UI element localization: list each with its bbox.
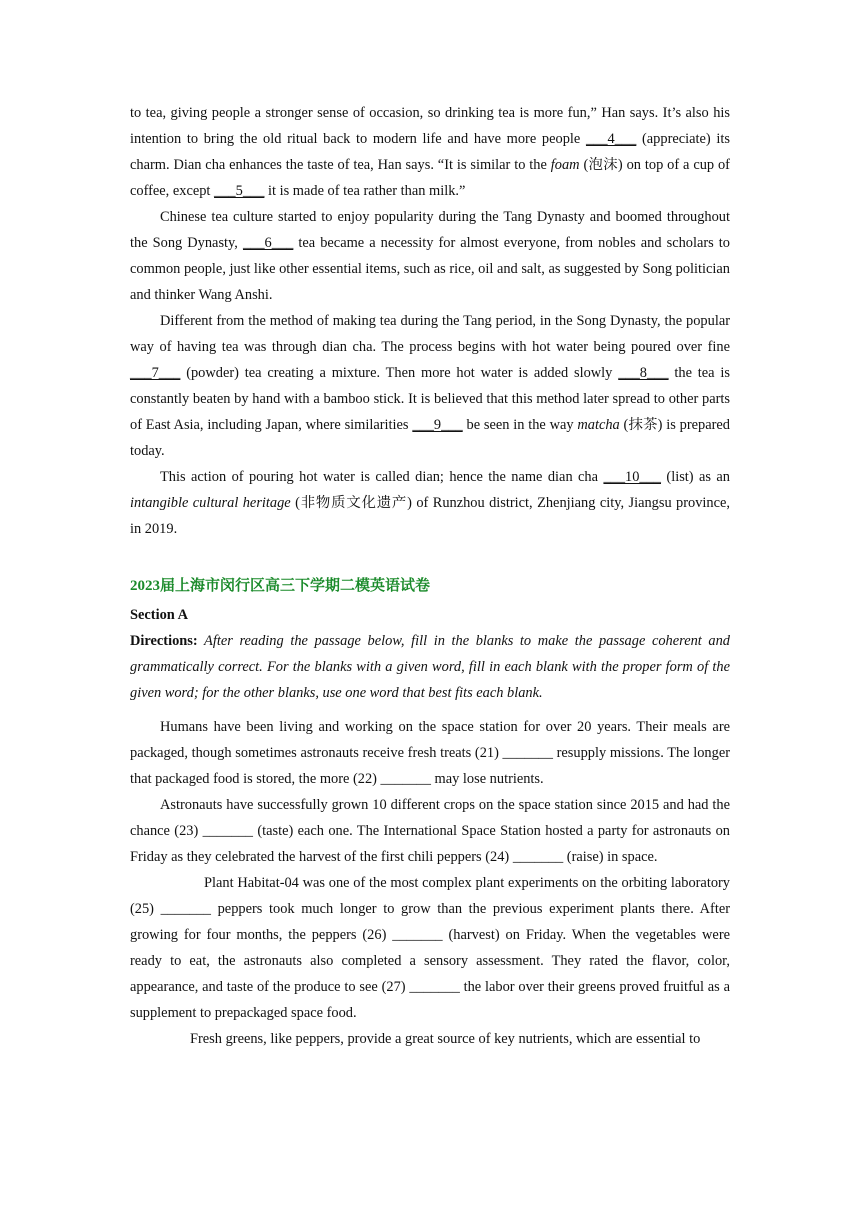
text: (泡沫) on top of a cup of coffee, except (130, 157, 730, 199)
text: (list) as an (661, 469, 730, 485)
paragraph: Astronauts have successfully grown 10 different crops on the space station since 2015 and had the chance (23) _______ (taste) each one. The International Space Station hosted a party for astronauts on Friday as they celebrated the harvest of the first chili peppers (24) _______ (raise) in space. (130, 797, 730, 865)
paragraph (130, 204, 730, 308)
text: tea became a necessity for almost everyone, from nobles and scholars to common people, just like other essential items, such as rice, oil and salt, as suggested by Song politician and thinker Wang Anshi. (130, 235, 730, 303)
text: to tea, giving people a stronger sense of occasion, so drinking tea is more fun,” Han says. It’s also his intention to bring the old ritual back to modern life and have more people (130, 105, 730, 147)
blank-10: ___10___ (603, 469, 661, 485)
blank-7: ___7___ (130, 365, 181, 381)
paragraph (130, 464, 730, 542)
text: (powder) tea creating a mixture. Then more hot water is added slowly (180, 365, 619, 381)
blank-8: ___8___ (618, 365, 669, 381)
directions-text: After reading the passage below, fill in the blanks to make the passage coherent and grammatically correct. For the blanks with a given word, fill in each blank with the proper form of the given word; for the other blanks, use one word that best fits each blank. (130, 633, 730, 701)
text: Chinese tea culture started to enjoy popularity during the Tang Dynasty and boomed throughout the Song Dynasty, (130, 209, 730, 251)
exam-title: 2023届上海市闵行区高三下学期二模英语试卷 (130, 578, 431, 594)
document-page (130, 100, 730, 1052)
directions (130, 628, 730, 706)
paragraph (130, 308, 730, 464)
directions-label: Directions: (130, 633, 198, 649)
text: (appreciate) its charm. Dian cha enhances the taste of tea, Han says. “It is similar to the (130, 131, 730, 173)
paragraph: Plant Habitat-04 was one of the most complex plant experiments on the orbiting laboratory (25) _______ peppers took much longer to grow than the previous experiment plants there. After growing for four months, the peppers (26) _______ (harvest) on Friday. When the vegetables were ready to eat, the astronauts also completed a sensory assessment. They rated the flavor, color, appearance, and taste of the produce to see (27) _______ the labor over their greens proved fruitful as a supplement to prepackaged space food. (130, 875, 730, 1021)
paragraph (130, 100, 730, 204)
paragraph: Humans have been living and working on the space station for over 20 years. Their meals are packaged, though sometimes astronauts receive fresh treats (21) _______ resupply missions. The longer that packaged food is stored, the more (22) _______ may lose nutrients. (130, 719, 730, 787)
blank-9: ___9___ (412, 417, 463, 433)
section-label: Section A (130, 607, 188, 623)
text: matcha (577, 417, 620, 433)
text: (抹茶) is prepared today. (130, 417, 730, 459)
text: the tea is constantly beaten by hand with a bamboo stick. It is believed that this method later spread to other parts of East Asia, including Japan, where similarities (130, 365, 730, 433)
blank-6: ___6___ (242, 235, 294, 251)
text: Different from the method of making tea during the Tang period, in the Song Dynasty, the popular way of having tea was through dian cha. The process begins with hot water being poured over fine (130, 313, 730, 355)
paragraph: Fresh greens, like peppers, provide a great source of key nutrients, which are essential to (190, 1031, 701, 1047)
text: (非物质文化遗产) of Runzhou district, Zhenjiang city, Jiangsu province, in 2019. (130, 495, 730, 537)
blank-5: ___5___ (214, 183, 265, 199)
text: This action of pouring hot water is called dian; hence the name dian cha (160, 469, 604, 485)
text: intangible cultural heritage (130, 495, 291, 511)
text: foam (550, 157, 580, 173)
text: it is made of tea rather than milk.” (264, 183, 466, 199)
blank-4: ___4___ (585, 131, 637, 147)
text: be seen in the way (462, 417, 578, 433)
